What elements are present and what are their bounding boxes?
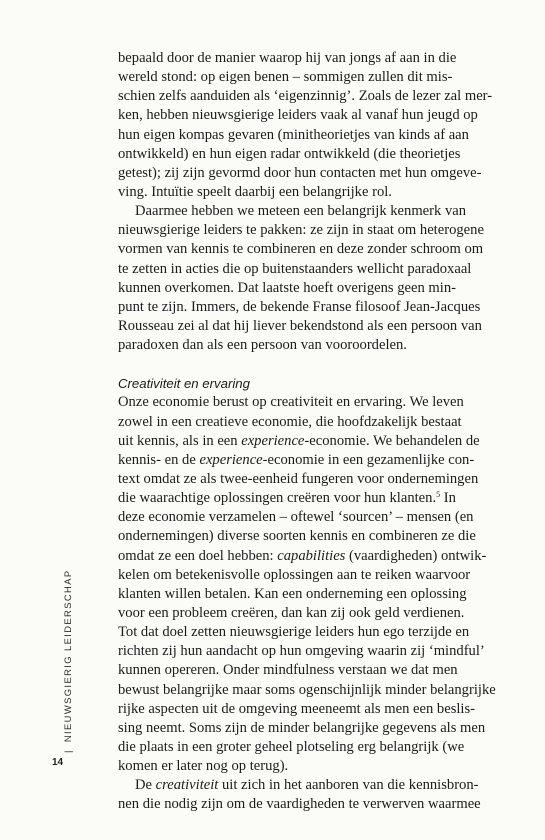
paragraph-4 — [118, 776, 534, 814]
text-line: Daarmee hebben we meteen een belangrijk kenmerk van — [135, 203, 467, 220]
text-line: die plaats in een groter geheel plotseling erg belangrijk (we — [118, 738, 465, 755]
italic-term: capabilities — [277, 547, 346, 564]
text-line: kennis- en de experience-economie in een gezamenlijke con- — [118, 451, 475, 468]
text-line: sing neemt. Soms zijn de minder belangrijke gegevens als men — [118, 719, 486, 736]
text-line: hun eigen kompas gevaren (minitheorietjes van kinds af aan — [118, 126, 469, 143]
text-line: wereld stond: op eigen benen – sommigen zullen dit mis- — [118, 69, 453, 86]
italic-term: experience — [241, 432, 305, 449]
text-line: schien zelfs aanduiden als ‘eigenzinnig’. Zoals de lezer zal mer- — [118, 88, 493, 105]
text-line: text omdat ze als twee-eenheid fungeren voor ondernemingen — [118, 470, 479, 487]
page-number: 14 — [52, 757, 64, 768]
text-line: De creativiteit uit zich in het aanboren van die kennisbron- — [135, 777, 479, 794]
text-line: bewust belangrijke maar soms ogenschijnlijk minder belangrijke — [118, 681, 496, 698]
text-line: komen er later nog op terug). — [118, 758, 289, 775]
running-head-bar: | — [62, 749, 73, 753]
paragraph-1 — [118, 49, 534, 202]
text-line: kelen om betekenisvolle oplossingen aan te reiken waarvoor — [118, 566, 471, 583]
text-line: nen die nodig zijn om de vaardigheden te verwerven waarmee — [118, 796, 481, 813]
text-line: punt te zijn. Immers, de bekende Franse filosoof Jean-Jacques — [118, 298, 481, 315]
paragraph-2 — [118, 202, 534, 355]
text-line: klanten willen betalen. Kan een onderneming een oplossing — [118, 585, 467, 602]
text-line: Tot dat doel zetten nieuwsgierige leiders hun ego terzijde en — [118, 624, 470, 641]
text-line: richten zij hun aandacht op hun omgeving waarin zij ‘mindful’ — [118, 643, 485, 660]
text-line: ontwikkeld) en hun eigen radar ontwikkeld (die theorietjes — [118, 145, 461, 162]
text-line: ondernemingen) diverse soorten kennis en combineren ze die — [118, 528, 476, 545]
text-line: te zetten in acties die op buitenstaanders wellicht paradoxaal — [118, 260, 472, 277]
running-head — [62, 569, 73, 753]
text-line: getest); zij zijn gevormd door hun contacten met hun omgeve- — [118, 164, 482, 181]
text-line: die waarachtige oplossingen creëren voor hun klanten.$^5$ In — [118, 490, 456, 507]
text-line: Onze economie berust op creativiteit en ervaring. We leven — [118, 394, 464, 411]
text-line: Rousseau zei al dat hij liever bekendstond als een persoon van — [118, 317, 482, 334]
italic-term: creativiteit — [155, 777, 219, 794]
paragraph-3 — [118, 393, 534, 776]
text-line: uit kennis, als in een experience-economie. We behandelen de — [118, 432, 480, 449]
text-line: kunnen opereren. Onder mindfulness verstaan we dat men — [118, 662, 458, 679]
text-line: bepaald door de manier waarop hij van jongs af aan in die — [118, 50, 457, 66]
text-line: paradoxen dan als een persoon van vooroordelen. — [118, 337, 407, 354]
text-line: vormen van kennis te combineren en deze zonder schroom om — [118, 241, 484, 258]
text-line: rijke aspecten uit de omgeving meeneemt als men een beslis- — [118, 700, 476, 717]
text-line: ving. Intuïtie speelt daarbij een belangrijke rol. — [118, 183, 392, 200]
text-line: nieuwsgierige leiders te pakken: ze zijn in staat om heterogene — [118, 222, 484, 239]
text-line: voor een probleem creëren, dan kan zij ook geld verdienen. — [118, 604, 465, 621]
footnote-marker[interactable]: 5 — [436, 490, 441, 500]
text-line: zowel in een creatieve economie, die hoofdzakelijk bestaat — [118, 413, 462, 430]
running-head-label: NIEUWSGIERIG LEIDERSCHAP — [62, 569, 73, 743]
body-text — [118, 49, 534, 814]
italic-term: experience — [199, 451, 263, 468]
text-line: deze economie verzamelen – oftewel ‘sourcen’ – mensen (en — [118, 509, 474, 526]
section-heading: Creativiteit en ervaring — [118, 376, 250, 392]
text-line: omdat ze een doel hebben: capabilities (vaardigheden) ontwik- — [118, 547, 487, 564]
text-line: ken, hebben nieuwsgierige leiders vaak al vanaf hun jeugd op — [118, 107, 478, 124]
text-line: kunnen overkomen. Dat laatste hoeft overigens geen min- — [118, 279, 456, 296]
